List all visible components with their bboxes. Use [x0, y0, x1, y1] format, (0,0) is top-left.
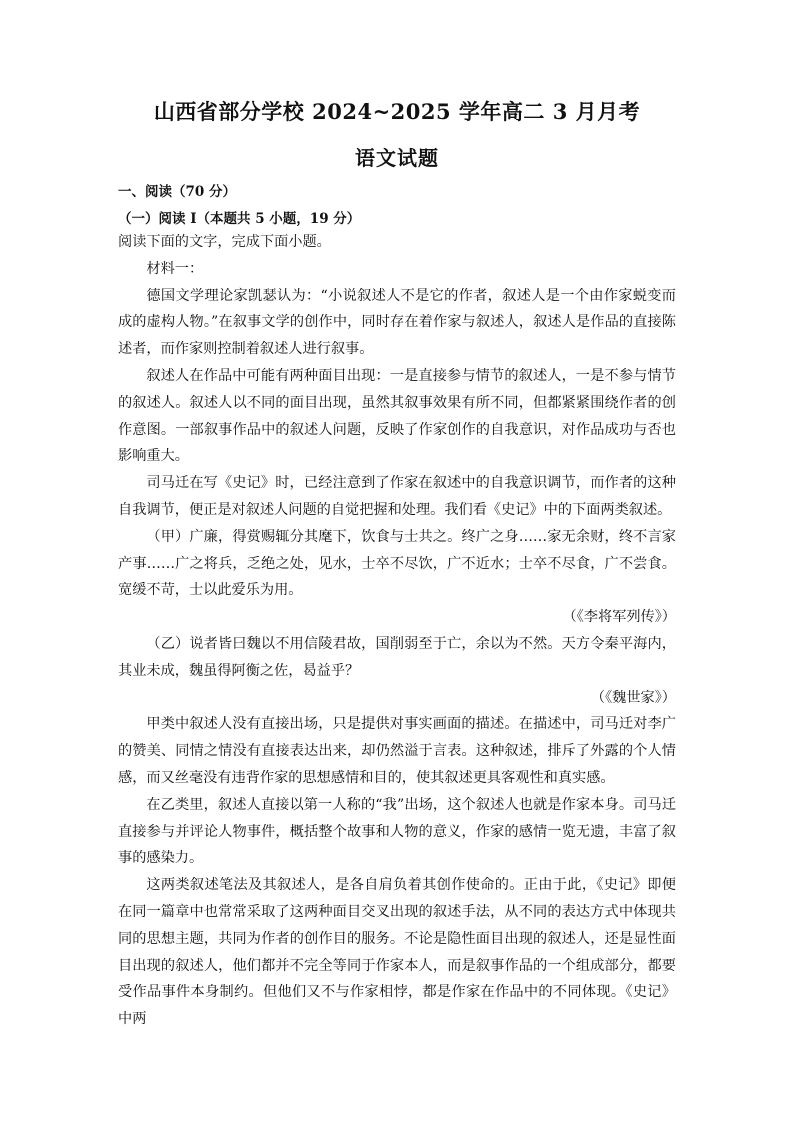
- paragraph: 德国文学理论家凯瑟认为：“小说叙述人不是它的作者，叙述人是一个由作家蜕变而成的虚构人物。”在叙事文学的创作中，同时存在着作家与叙述人，叙述人是作品的直接陈述者，而作家则控制着叙述人进行叙事。: [118, 287, 676, 358]
- page-title: 山西省部分学校 2024~2025 学年高二 3 月月考: [153, 99, 641, 124]
- paragraph: 甲类中叙述人没有直接出场，只是提供对事实画面的描述。在描述中，司马迁对李广的赞美、同情之情没有直接表达出来，却仍然溢于言表。这种叙述，排斥了外露的个人情感，而又丝毫没有违背作家的思想感情和目的，使其叙述更具客观性和真实感。: [118, 716, 676, 786]
- subsection-heading: （一）阅读 I（本题共 5 小题，19 分）: [118, 211, 361, 227]
- quote-jia: （甲）广廉，得赏赐辄分其麾下，饮食与士共之。终广之身……家无余财，终不言家产事……广之将兵，乏绝之处，见水，士卒不尽饮，广不近水；士卒不尽食，广不尝食。宽缓不苛，士以此爱乐为用。: [118, 528, 676, 599]
- paragraph: 在乙类里，叙述人直接以第一人称的“我”出场，这个叙述人也就是作家本身。司马迁直接参与并评论人物事件，概括整个故事和人物的意义，作家的感情一览无遗，丰富了叙事的感染力。: [118, 796, 676, 867]
- section-heading: 一、阅读（70 分）: [118, 184, 236, 200]
- quote-source: （《魏世家》）: [590, 689, 676, 706]
- paragraph: 这两类叙述笔法及其叙述人，是各自肩负着其创作使命的。正由于此，《史记》即便在同一篇章中也常常采取了这两种面目交叉出现的叙述手法，从不同的表达方式中体现共同的思想主题，共同为作者的创作目的服务。不论是隐性面目出现的叙述人，还是显性面目出现的叙述人，他们都并不完全等同于作家本人，而是叙事作品的一个组成部分，都要受作品事件本身制约。但他们又不与作家相悖，都是作家在作品中的不同体现。《史记》中两: [118, 877, 676, 1028]
- paragraph: 司马迁在写《史记》时，已经注意到了作家在叙述中的自我意识调节，而作者的这种自我调节，便正是对叙述人问题的自觉把握和处理。我们看《史记》中的下面两类叙述。: [118, 475, 676, 518]
- paragraph: 叙述人在作品中可能有两种面目出现：一是直接参与情节的叙述人，一是不参与情节的叙述人。叙述人以不同的面目出现，虽然其叙事效果有所不同，但都紧紧围绕作者的创作意图。一部叙事作品中的叙述人问题，反映了作家创作的自我意识，对作品成功与否也影响重大。: [118, 367, 676, 465]
- quote-yi: （乙）说者皆曰魏以不用信陵君故，国削弱至于亡，余以为不然。天方令秦平海内，其业未成，魏虽得阿衡之佐，曷益乎？: [118, 635, 676, 679]
- page-subtitle: 语文试题: [355, 146, 439, 170]
- document-body: [118, 229, 676, 1033]
- quote-source: （《李将军列传》）: [562, 609, 676, 626]
- material-label: 材料一：: [146, 260, 204, 277]
- instruction-text: 阅读下面的文字，完成下面小题。: [118, 234, 331, 250]
